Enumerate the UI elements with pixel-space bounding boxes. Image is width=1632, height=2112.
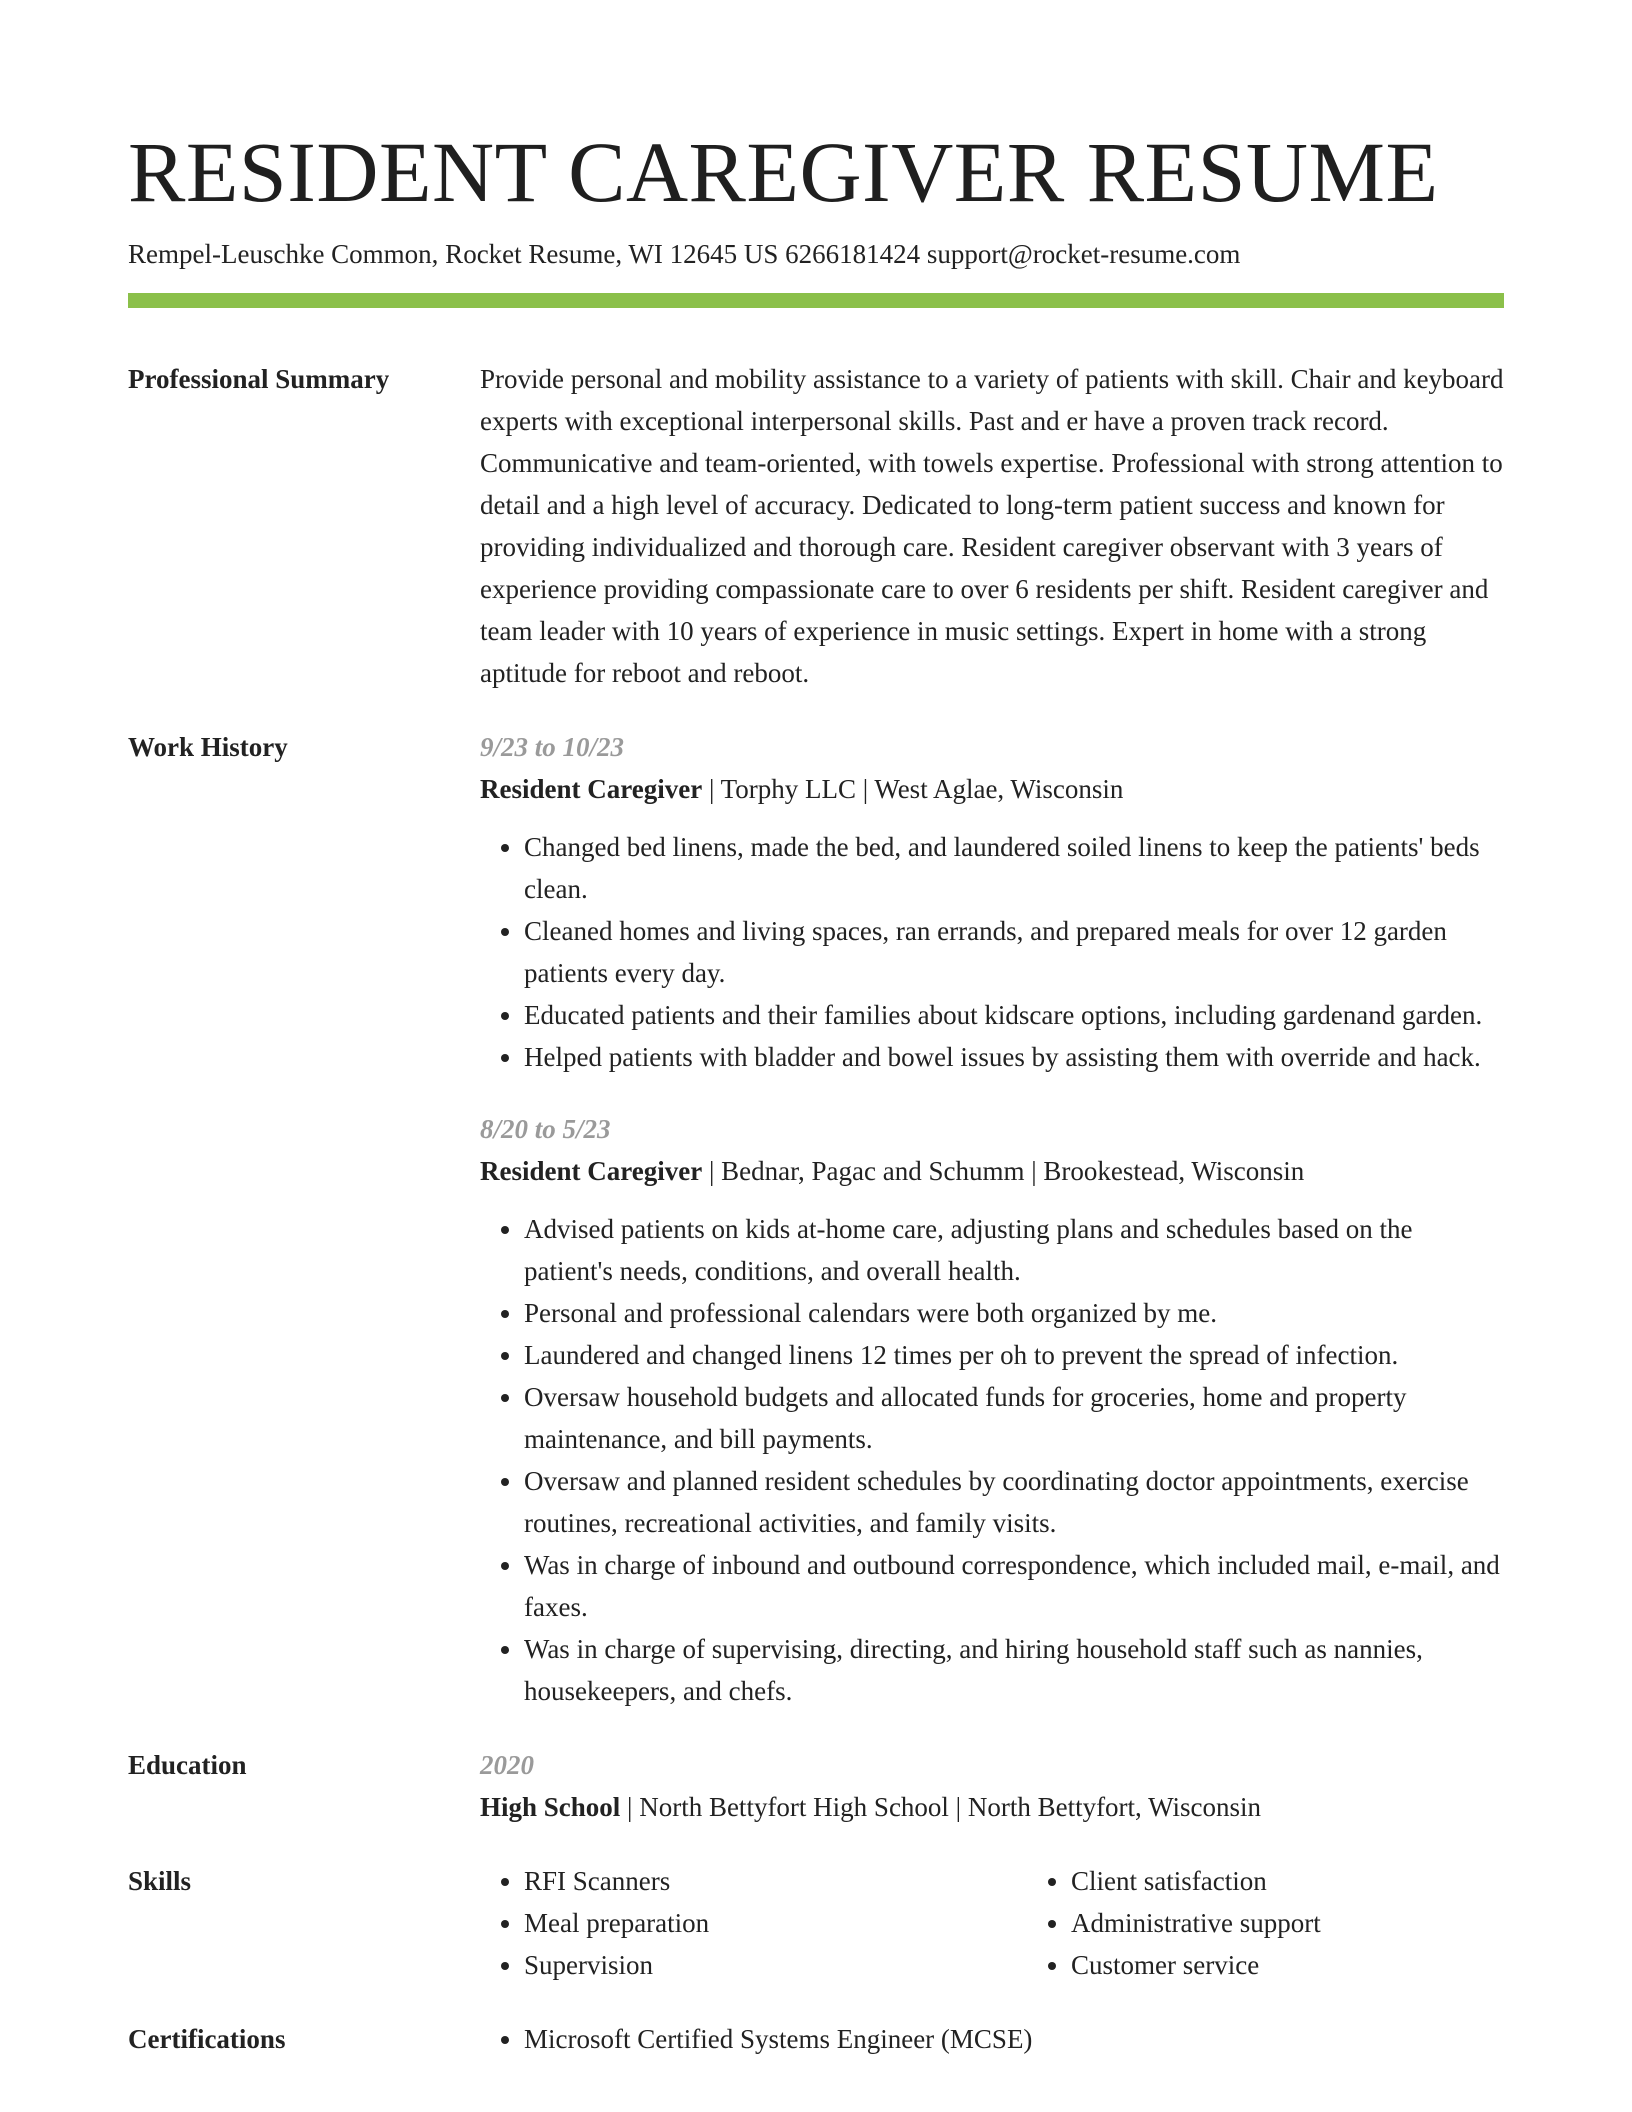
certifications-body (480, 2018, 1504, 2060)
job-details: | Torphy LLC | West Aglae, Wisconsin (702, 774, 1124, 804)
list-item: • Microsoft Certified Systems Engineer (MCSE) (524, 2018, 1504, 2060)
list-item: • Administrative support (1071, 1902, 1574, 1944)
list-item: • Changed bed linens, made the bed, and laundered soiled linens to keep the patients' beds clean. (524, 826, 1504, 910)
list-item: • Helped patients with bladder and bowel issues by assisting them with override and hack. (524, 1036, 1504, 1078)
skills-heading: Skills (128, 1866, 192, 1896)
resume-page (128, 120, 1504, 2060)
list-item: • Meal preparation (524, 1902, 1027, 1944)
education-details: | North Bettyfort High School | North Bettyfort, Wisconsin (620, 1792, 1261, 1822)
job-role-line (480, 768, 1504, 810)
skills-column-1 (480, 1860, 1027, 1986)
resume-title: RESIDENT CAREGIVER RESUME (128, 124, 1439, 220)
contact-line: Rempel-Leuschke Common, Rocket Resume, WI 12645 US 6266181424 support@rocket-resume.com (128, 239, 1241, 269)
education-body (480, 1744, 1504, 1828)
job-entry (480, 726, 1504, 1078)
list-item: • Customer service (1071, 1944, 1574, 1986)
job-entry (480, 1108, 1504, 1712)
list-item: • RFI Scanners (524, 1860, 1027, 1902)
skills-section (128, 1860, 1504, 1986)
header-divider (128, 293, 1504, 308)
education-heading: Education (128, 1750, 247, 1780)
list-item: • Cleaned homes and living spaces, ran errands, and prepared meals for over 12 garden patients every day. (524, 910, 1504, 994)
summary-heading: Professional Summary (128, 364, 390, 394)
job-bullets (480, 1208, 1504, 1712)
work-history-heading: Work History (128, 732, 288, 762)
list-item: • Laundered and changed linens 12 times per oh to prevent the spread of infection. (524, 1334, 1504, 1376)
education-year: 2020 (480, 1750, 534, 1780)
list-item: • Was in charge of supervising, directing, and hiring household staff such as nannies, housekeepers, and chefs. (524, 1628, 1504, 1712)
list-item: • Client satisfaction (1071, 1860, 1574, 1902)
list-item: • Oversaw household budgets and allocated funds for groceries, home and property maintenance, and bill payments. (524, 1376, 1504, 1460)
list-item: • Educated patients and their families about kidscare options, including gardenand garden. (524, 994, 1504, 1036)
summary-section (128, 358, 1504, 694)
skills-body (480, 1860, 1574, 1986)
job-role-line (480, 1150, 1504, 1192)
education-section (128, 1744, 1504, 1828)
job-title: Resident Caregiver (480, 774, 703, 804)
list-item: • Advised patients on kids at-home care, adjusting plans and schedules based on the patient's needs, conditions, and overall health. (524, 1208, 1504, 1292)
education-degree: High School (480, 1792, 621, 1822)
education-line (480, 1786, 1504, 1828)
skills-column-2 (1027, 1860, 1574, 1986)
list-item: • Oversaw and planned resident schedules by coordinating doctor appointments, exercise routines, recreational activities, and family visits. (524, 1460, 1504, 1544)
work-history-body (480, 726, 1504, 1712)
summary-text: Provide personal and mobility assistance to a variety of patients with skill. Chair and keyboard experts with exceptional interpersonal skills. Past and er have a proven track record. Communicative and team-oriented, with towels expertise. Professional with strong attention to detail and a high level of accuracy. Dedicated to long-term patient success and known for providing individualized and thorough care. Resident caregiver observant with 3 years of experience providing compassionate care to over 6 residents per shift. Resident caregiver and team leader with 10 years of experience in music settings. Expert in home with a strong aptitude for reboot and reboot. (480, 364, 1504, 688)
summary-body (480, 358, 1504, 694)
list-item: • Supervision (524, 1944, 1027, 1986)
certifications-list (480, 2018, 1504, 2060)
work-history-section (128, 726, 1504, 1712)
job-details: | Bednar, Pagac and Schumm | Brookestead, Wisconsin (702, 1156, 1305, 1186)
list-item: • Personal and professional calendars were both organized by me. (524, 1292, 1504, 1334)
job-bullets (480, 826, 1504, 1078)
certifications-section (128, 2018, 1504, 2060)
job-dates: 8/20 to 5/23 (480, 1114, 611, 1144)
skills-grid (480, 1860, 1574, 1986)
list-item: • Was in charge of inbound and outbound correspondence, which included mail, e-mail, and faxes. (524, 1544, 1504, 1628)
certifications-heading: Certifications (128, 2024, 286, 2054)
job-dates: 9/23 to 10/23 (480, 732, 625, 762)
job-title: Resident Caregiver (480, 1156, 703, 1186)
